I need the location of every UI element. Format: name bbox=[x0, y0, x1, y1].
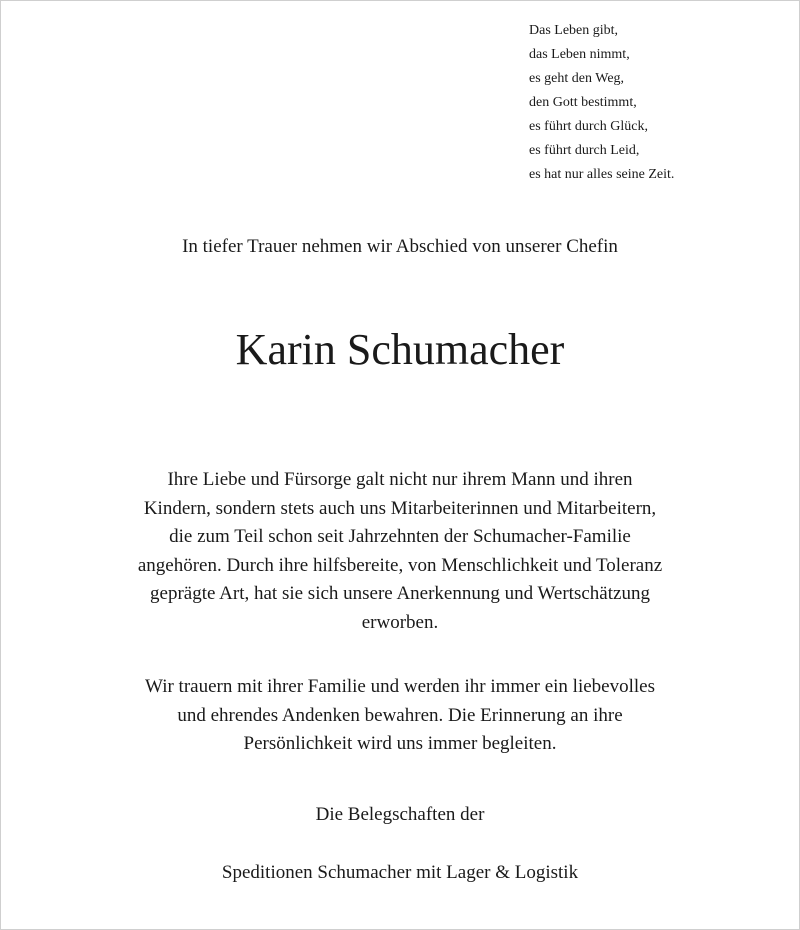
signature-line-2: Speditionen Schumacher mit Lager & Logistik bbox=[221, 862, 579, 883]
poem-line: den Gott bestimmt, bbox=[529, 95, 637, 110]
paragraph-line: geprägte Art, hat sie sich unsere Anerkennung und Wertschätzung bbox=[150, 583, 650, 604]
paragraph-line: Persönlichkeit wird uns immer begleiten. bbox=[243, 733, 557, 754]
poem-line: es geht den Weg, bbox=[529, 71, 625, 86]
mourning-paragraph bbox=[0, 673, 800, 759]
paragraph-line: und ehrendes Andenken bewahren. Die Erinnerung an ihre bbox=[177, 704, 623, 726]
poem-line: das Leben nimmt, bbox=[529, 47, 630, 62]
poem-line: Das Leben gibt, bbox=[529, 23, 619, 38]
signature-line-1: Die Belegschaften der bbox=[315, 804, 485, 825]
poem-line: es führt durch Leid, bbox=[529, 143, 640, 158]
deceased-name: Karin Schumacher bbox=[235, 325, 565, 374]
intro-text: In tiefer Trauer nehmen wir Abschied von unserer Chefin bbox=[182, 236, 618, 257]
paragraph-line: erworben. bbox=[361, 611, 439, 633]
paragraph-line: Wir trauern mit ihrer Familie und werden ihr immer ein liebevolles bbox=[145, 676, 655, 697]
poem-line: es führt durch Glück, bbox=[529, 119, 648, 134]
paragraph-line: die zum Teil schon seit Jahrzehnten der Schumacher-Familie bbox=[169, 526, 631, 547]
paragraph-line: angehören. Durch ihre hilfsbereite, von Menschlichkeit und Toleranz bbox=[137, 554, 663, 576]
paragraph-line: Kindern, sondern stets auch uns Mitarbeiterinnen und Mitarbeitern, bbox=[143, 497, 657, 519]
paragraph-line: Ihre Liebe und Fürsorge galt nicht nur ihrem Mann und ihren bbox=[167, 469, 633, 490]
poem-line: es hat nur alles seine Zeit. bbox=[529, 167, 675, 182]
poem bbox=[529, 19, 674, 187]
tribute-paragraph bbox=[0, 466, 800, 637]
